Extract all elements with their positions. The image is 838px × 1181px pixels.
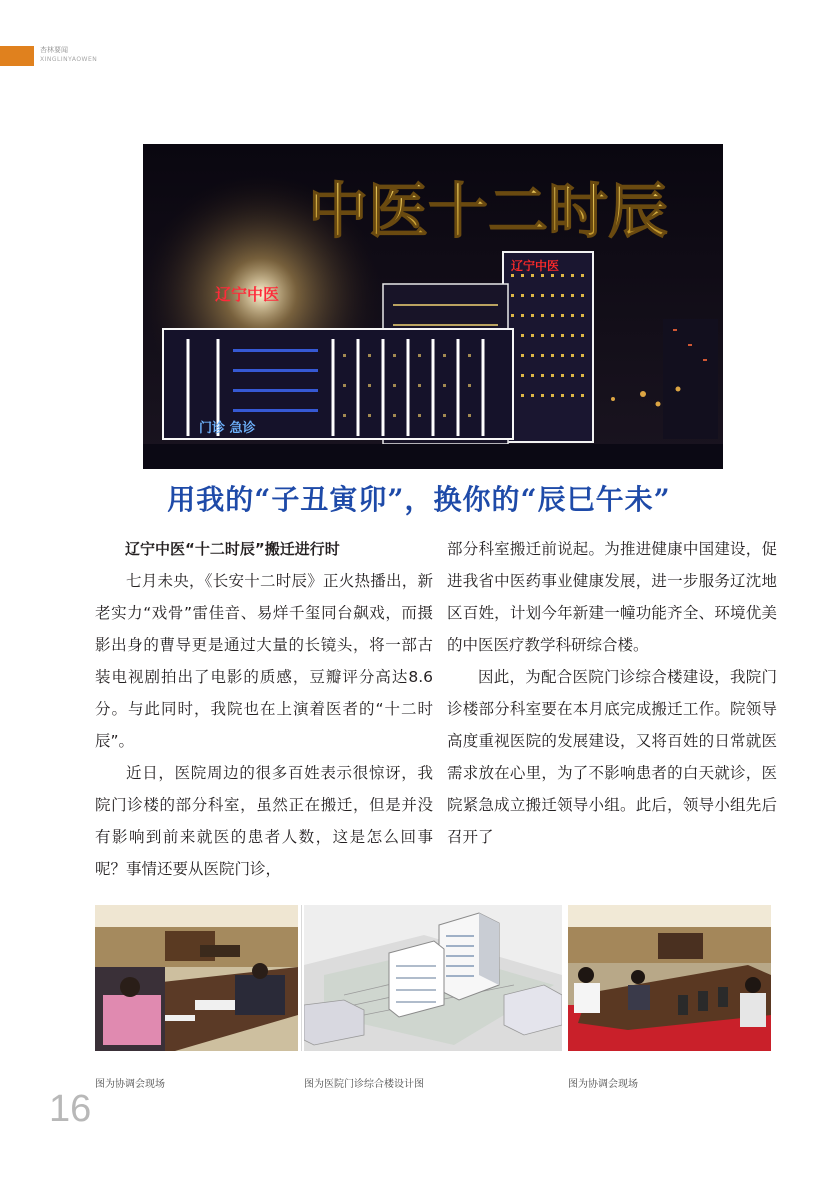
header-accent-bar (0, 46, 34, 66)
hero-sign-right: 辽宁中医 (511, 259, 560, 273)
photo-caption: 图为协调会现场 (95, 1079, 165, 1090)
article-paragraph-continued: 部分科室搬迁前说起。为推进健康中国建设，促进我省中医药事业健康发展，进一步服务辽沈地区百姓，计划今年新建一幢功能齐全、环境优美的中医医疗教学科研综合楼。 (447, 540, 777, 654)
article-paragraph: 七月未央，《长安十二时辰》正火热播出，新老实力“戏骨”雷佳音、易烊千玺同台飙戏，而摄影出身的曹导更是通过大量的长镜头，将一部古装电视剧拍出了电影的质感，豆瓣评分高达8.6分。与此同时，我院也在上演着医者的“十二时辰”。 (95, 572, 433, 750)
hero-sign-lower: 门诊 急诊 (199, 421, 256, 436)
article-headline: 用我的“子丑寅卯”，换你的“辰巳午未” (167, 483, 671, 516)
hero-photo-hospital-night (143, 144, 723, 469)
photo-building-design (304, 905, 562, 1051)
page-number: 16 (49, 1088, 92, 1130)
photo-coordination-meeting-2 (568, 905, 771, 1051)
article-paragraph: 近日，医院周边的很多百姓表示很惊讶，我院门诊楼的部分科室，虽然正在搬迁，但是并没有影响到前来就医的患者人数，这是怎么回事呢？事情还要从医院门诊， (95, 764, 433, 878)
hero-title-art: 中医十二时辰 (308, 177, 668, 247)
article-left-column (95, 533, 433, 885)
photo-coordination-meeting (95, 905, 298, 1051)
article-right-column (447, 533, 777, 853)
photo-caption: 图为医院门诊综合楼设计图 (304, 1079, 424, 1090)
photo-caption: 图为协调会现场 (568, 1079, 638, 1090)
article-paragraph: 因此，为配合医院门诊综合楼建设，我院门诊楼部分科室要在本月底完成搬迁工作。院领导高度重视医院的发展建设，又将百姓的日常就医需求放在心里，为了不影响患者的白天就诊，医院紧急成立搬迁领导小组。此后，领导小组先后召开了 (447, 668, 777, 846)
hero-sign-left: 辽宁中医 (215, 285, 280, 304)
article-subhead: 辽宁中医“十二时辰”搬迁进行时 (125, 540, 340, 558)
section-subtitle: XINGLINYAOWEN (40, 56, 98, 63)
section-title: 杏林要闻 (40, 46, 68, 54)
photo-divider (301, 905, 302, 1051)
